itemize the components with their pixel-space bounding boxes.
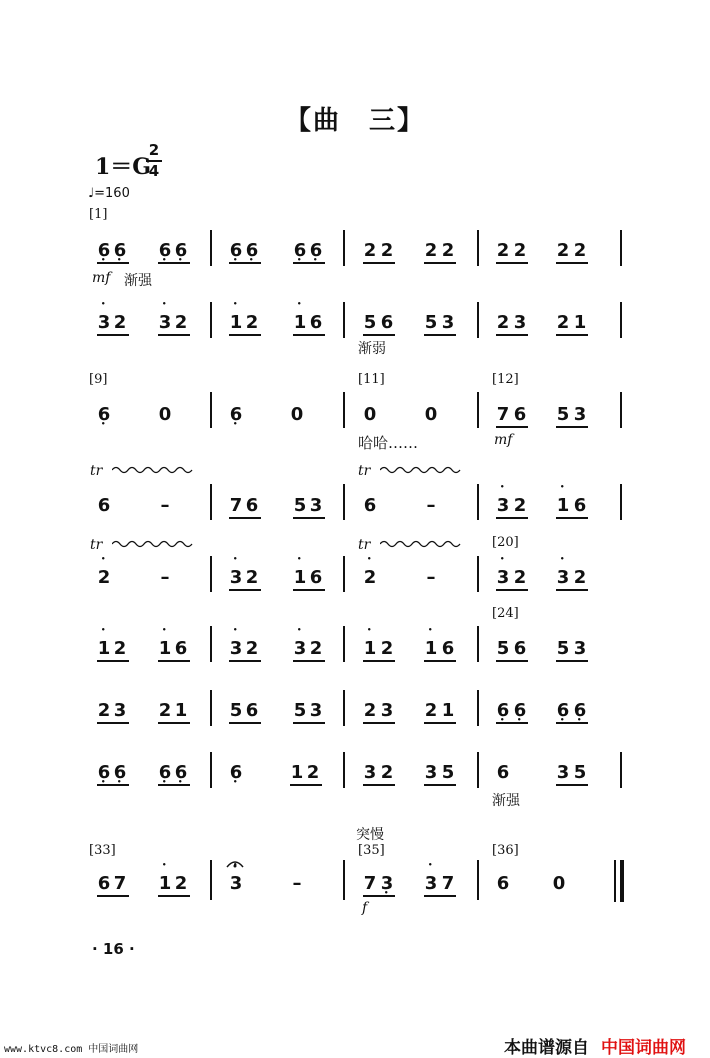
note: 5: [424, 312, 438, 333]
note: • 3: [293, 638, 307, 659]
barline: [210, 690, 212, 726]
note: 6 •: [229, 762, 243, 783]
note: 6 •: [513, 700, 527, 721]
time-signature: [146, 142, 162, 180]
barline: [210, 302, 212, 338]
note: 6 •: [229, 404, 243, 425]
barline: [210, 626, 212, 662]
trill-wave: [380, 464, 462, 476]
note: 3: [513, 312, 527, 333]
barline: [343, 752, 345, 788]
note: –: [426, 495, 436, 516]
note: 5: [573, 762, 587, 783]
note: 3: [556, 762, 570, 783]
note: 2: [309, 638, 323, 659]
note: 5: [556, 404, 570, 425]
note: 6 •: [496, 700, 510, 721]
note: • 1: [424, 638, 438, 659]
barline: [620, 752, 622, 788]
note: 6: [513, 638, 527, 659]
note: 5: [229, 700, 243, 721]
trill-wave: [112, 464, 202, 476]
barline: [477, 392, 479, 428]
dynamic-mf: mf: [92, 270, 111, 286]
measure-number: [24]: [492, 606, 519, 621]
note: 5: [496, 638, 510, 659]
note: 2: [513, 240, 527, 261]
page-title: 【曲 三】: [284, 106, 425, 136]
measure-number: [36]: [492, 843, 519, 858]
tempo-change-text: 突慢: [356, 827, 384, 843]
note: 6: [380, 312, 394, 333]
note: 6 •: [556, 700, 570, 721]
note: 6 •: [97, 404, 111, 425]
diminuendo-text: 渐弱: [358, 341, 386, 357]
measure-number: [9]: [89, 372, 108, 387]
footer-brand: 中国词曲网: [601, 1038, 686, 1058]
barline: [477, 484, 479, 520]
note: 2: [441, 240, 455, 261]
note: 5: [293, 495, 307, 516]
barline: [210, 230, 212, 266]
note: 3: [441, 312, 455, 333]
footer-source-label: 本曲谱源自: [504, 1038, 589, 1058]
barline: [210, 556, 212, 592]
barline: [477, 302, 479, 338]
note: 2: [113, 312, 127, 333]
note: 0: [290, 404, 304, 425]
barline: [343, 230, 345, 266]
barline: [343, 690, 345, 726]
note: 2: [174, 873, 188, 894]
note: 1: [174, 700, 188, 721]
barline: [210, 484, 212, 520]
note: 2: [245, 567, 259, 588]
trill-mark: tr: [90, 537, 103, 553]
note: 6: [97, 495, 111, 516]
lyric-text: 哈哈……: [358, 434, 419, 452]
note: 2: [380, 638, 394, 659]
note: 6: [513, 404, 527, 425]
key-signature: 1＝G: [95, 154, 152, 180]
barline: [477, 556, 479, 592]
note: • 3: [97, 312, 111, 333]
note: 2: [573, 567, 587, 588]
note: 3: [573, 404, 587, 425]
time-denominator: 4: [148, 162, 160, 180]
note: 7: [363, 873, 377, 894]
note: 7: [496, 404, 510, 425]
note: 6 •: [113, 240, 127, 261]
barline: [210, 392, 212, 428]
note: 2: [245, 312, 259, 333]
note: 6 •: [113, 762, 127, 783]
note: 2: [306, 762, 320, 783]
dynamic-f: f: [362, 900, 368, 916]
footer-url: www.ktvc8.com 中国词曲网: [4, 1044, 139, 1055]
note: • 3: [424, 873, 438, 894]
barline: [477, 860, 479, 900]
barline: [210, 752, 212, 788]
note: 3 •: [380, 873, 394, 894]
note: 2: [113, 638, 127, 659]
note: 7: [229, 495, 243, 516]
note: 2: [496, 240, 510, 261]
measure-number: [33]: [89, 843, 116, 858]
note: 2: [363, 700, 377, 721]
note: 3: [309, 495, 323, 516]
note: • 1: [293, 567, 307, 588]
note: 2: [573, 240, 587, 261]
note: 1: [573, 312, 587, 333]
note: 1: [290, 762, 304, 783]
note: • 3: [229, 567, 243, 588]
note: 2: [380, 240, 394, 261]
note: • 3: [496, 567, 510, 588]
note: 3: [363, 762, 377, 783]
barline: [343, 302, 345, 338]
note: • 1: [556, 495, 570, 516]
note: 6 •: [97, 762, 111, 783]
note: 6: [309, 312, 323, 333]
note: • 1: [363, 638, 377, 659]
tempo-marking: ♩=160: [88, 186, 130, 201]
trill-mark: tr: [358, 537, 371, 553]
final-barline-thick: [620, 860, 624, 902]
note: 5: [293, 700, 307, 721]
note: 2: [97, 700, 111, 721]
note: 6 •: [158, 762, 172, 783]
note: • 3: [229, 638, 243, 659]
note: • 1: [293, 312, 307, 333]
note: 6: [496, 762, 510, 783]
barline: [343, 626, 345, 662]
note: 0: [424, 404, 438, 425]
note: • 2: [363, 567, 377, 588]
note: 2: [424, 700, 438, 721]
note: 6 •: [158, 240, 172, 261]
note: 3: [309, 700, 323, 721]
trill-wave: [112, 538, 194, 550]
note: • 3: [496, 495, 510, 516]
note: 2: [380, 762, 394, 783]
measure-number: [1]: [89, 207, 108, 222]
barline: [477, 752, 479, 788]
note: • 1: [97, 638, 111, 659]
note: • 1: [158, 638, 172, 659]
barline: [477, 690, 479, 726]
note: 6 •: [245, 240, 259, 261]
note: 6: [97, 873, 111, 894]
trill-wave: [380, 538, 462, 550]
measure-number: [12]: [492, 372, 519, 387]
note: 6 •: [573, 700, 587, 721]
measure-number: [11]: [358, 372, 385, 387]
note: • 3: [229, 873, 243, 894]
final-barline-thin: [614, 860, 616, 902]
barline: [210, 860, 212, 900]
barline: [620, 392, 622, 428]
note: 6 •: [174, 240, 188, 261]
crescendo-text: 渐强: [124, 273, 152, 289]
barline: [343, 484, 345, 520]
barline: [620, 230, 622, 266]
measure-number: [20]: [492, 535, 519, 550]
note: 6: [309, 567, 323, 588]
note: 6: [245, 700, 259, 721]
note: 6 •: [309, 240, 323, 261]
footer-source: [504, 1033, 686, 1058]
trill-mark: tr: [90, 463, 103, 479]
note: • 3: [158, 312, 172, 333]
note: 6: [363, 495, 377, 516]
note: 6: [441, 638, 455, 659]
note: 6: [174, 638, 188, 659]
note: –: [160, 567, 170, 588]
barline: [477, 230, 479, 266]
note: 2: [556, 312, 570, 333]
note: 7: [113, 873, 127, 894]
note: –: [160, 495, 170, 516]
note: 6: [245, 495, 259, 516]
note: • 1: [229, 312, 243, 333]
note: 6: [496, 873, 510, 894]
note: 0: [552, 873, 566, 894]
note: 5: [441, 762, 455, 783]
note: 6 •: [97, 240, 111, 261]
note: 5: [363, 312, 377, 333]
note: 3: [380, 700, 394, 721]
measure-number: [35]: [358, 843, 385, 858]
note: • 3: [556, 567, 570, 588]
note: 6 •: [174, 762, 188, 783]
barline: [343, 556, 345, 592]
note: 2: [158, 700, 172, 721]
crescendo-text: 渐强: [492, 793, 520, 809]
dynamic-mf: mf: [494, 432, 513, 448]
note: • 1: [158, 873, 172, 894]
note: 1: [441, 700, 455, 721]
note: 2: [363, 240, 377, 261]
note: 6 •: [293, 240, 307, 261]
note: 0: [158, 404, 172, 425]
note: –: [426, 567, 436, 588]
barline: [620, 484, 622, 520]
barline: [620, 302, 622, 338]
note: 5: [556, 638, 570, 659]
note: 6 •: [229, 240, 243, 261]
barline: [343, 860, 345, 900]
barline: [477, 626, 479, 662]
note: 6: [573, 495, 587, 516]
note: 2: [245, 638, 259, 659]
note: • 2: [97, 567, 111, 588]
note: 3: [424, 762, 438, 783]
time-numerator: 2: [148, 141, 160, 159]
trill-mark: tr: [358, 463, 371, 479]
note: 2: [174, 312, 188, 333]
note: 3: [113, 700, 127, 721]
note: 2: [424, 240, 438, 261]
note: 2: [556, 240, 570, 261]
barline: [343, 392, 345, 428]
note: 7: [441, 873, 455, 894]
note: 2: [513, 495, 527, 516]
page-number: · 16 ·: [92, 940, 135, 958]
note: 2: [513, 567, 527, 588]
note: –: [292, 873, 302, 894]
note: 0: [363, 404, 377, 425]
note: 2: [496, 312, 510, 333]
note: 3: [573, 638, 587, 659]
